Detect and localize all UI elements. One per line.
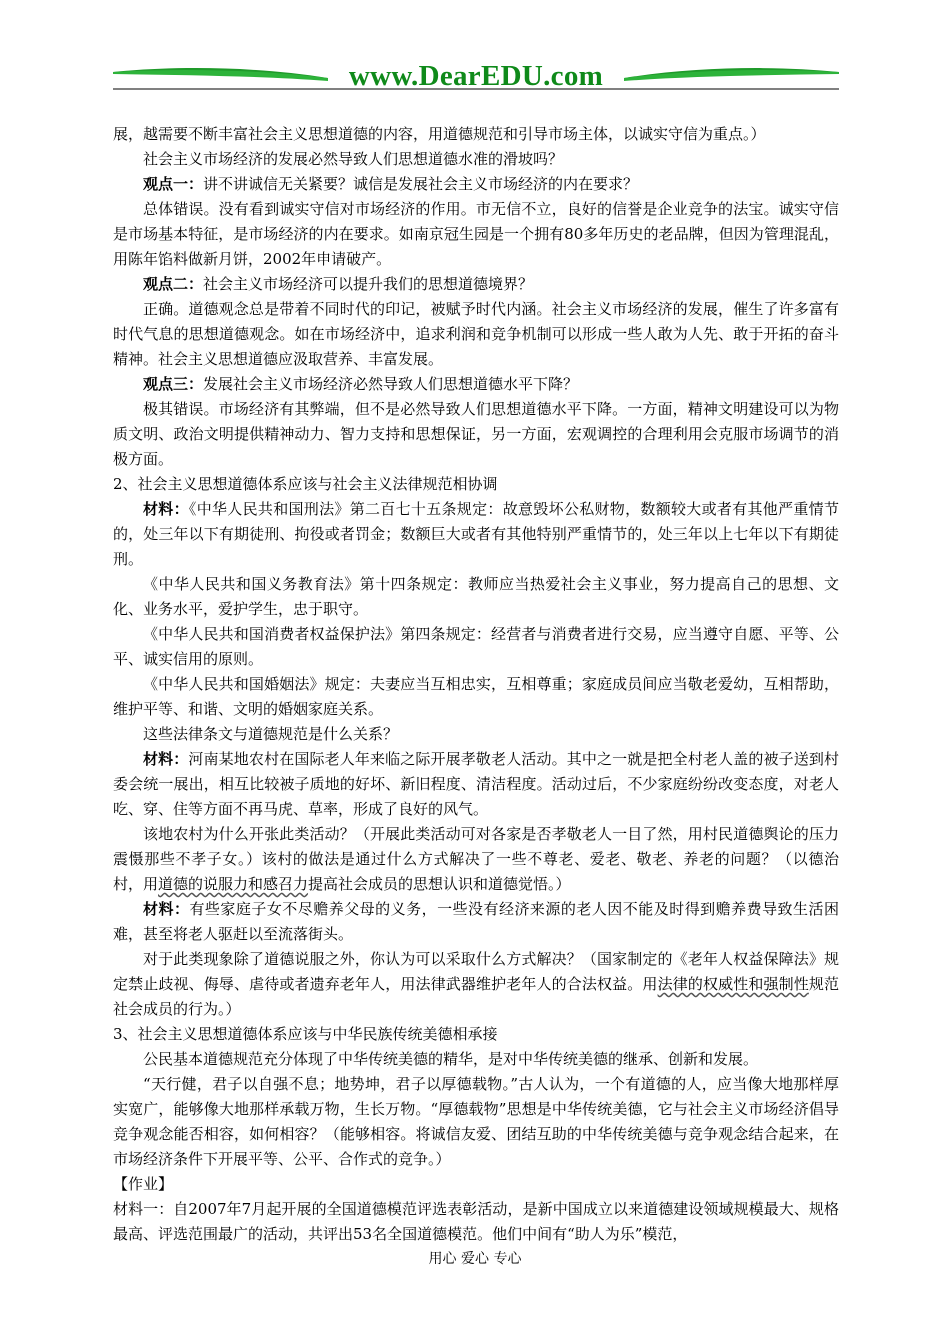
paragraph-text: 2、社会主义思想道德体系应该与社会主义法律规范相协调 [113, 475, 498, 493]
paragraph [113, 272, 839, 297]
paragraph-lead-label: 材料： [143, 750, 189, 768]
paragraph [113, 297, 839, 372]
paragraph [113, 747, 839, 822]
paragraph [113, 172, 839, 197]
paragraph-text: 《中华人民共和国消费者权益保护法》第四条规定：经营者与消费者进行交易，应当遵守自愿、平等、公平、诚实信用的原则。 [113, 625, 839, 668]
wavy-underlined-phrase: 道德的说服力和感召力 [158, 875, 309, 893]
paragraph [113, 1022, 839, 1047]
paragraph [113, 372, 839, 397]
page-footer: 用心 爱心 专心 [428, 1251, 522, 1267]
paragraph-text: 展，越需要不断丰富社会主义思想道德的内容，用道德规范和引导市场主体，以诚实守信为重点。） [113, 125, 766, 143]
paragraph-text: “天行健，君子以自强不息；地势坤，君子以厚德载物。”古人认为，一个有道德的人，应当像大地那样厚实宽广，能够像大地那样承载万物，生长万物。“厚德载物”思想是中华传统美德，它与社会主义市场经济倡导竞争观念能否相容，如何相容？（能够相容。将诚信友爱、团结互助的中华传统美德与竞争观念结合起来，在市场经济条件下开展平等、公平、合作式的竞争。） [113, 1075, 839, 1168]
page-header [113, 58, 839, 98]
paragraph-text: 极其错误。市场经济有其弊端，但不是必然导致人们思想道德水平下降。一方面，精神文明建设可以为物质文明、政治文明提供精神动力、智力支持和思想保证，另一方面，宏观调控的合理利用会克服市场调节的消极方面。 [113, 400, 839, 468]
paragraph [113, 1197, 839, 1247]
paragraph-text: 对于此类现象除了道德说服之外，你认为可以采取什么方式解决？（国家制定的《老年人权益保障法》规定禁止歧视、侮辱、虐待或者遗弃老年人，用法律武器维护老年人的合法权益。用 [113, 950, 839, 993]
paragraph [113, 197, 839, 272]
paragraph-text: 社会主义市场经济的发展必然导致人们思想道德水准的滑坡吗？ [143, 150, 564, 168]
paragraph-text: 《中华人民共和国义务教育法》第十四条规定：教师应当热爱社会主义事业，努力提高自己的思想、文化、业务水平，爱护学生，忠于职守。 [113, 575, 839, 618]
paragraph [113, 147, 839, 172]
paragraph-text: 总体错误。没有看到诚实守信对市场经济的作用。市无信不立，良好的信誉是企业竞争的法宝。诚实守信是市场基本特征，是市场经济的内在要求。如南京冠生园是一个拥有80多年历史的老品牌，但因为管理混乱，用陈年馅料做新月饼，2002年申请破产。 [113, 200, 839, 268]
paragraph [113, 1047, 839, 1072]
paragraph [113, 672, 839, 722]
paragraph [113, 1072, 839, 1172]
paragraph-text: 这些法律条文与道德规范是什么关系？ [143, 725, 399, 743]
paragraph [113, 622, 839, 672]
paragraph-text: 公民基本道德规范充分体现了中华传统美德的精华，是对中华传统美德的继承、创新和发展。 [143, 1050, 759, 1068]
paragraph-lead-label: 材料： [143, 900, 190, 918]
paragraph [113, 822, 839, 897]
paragraph [113, 722, 839, 747]
paragraph-text: 材料一：自2007年7月起开展的全国道德模范评选表彰活动，是新中国成立以来道德建设领域规模最大、规格最高、评选范围最广的活动，共评出53名全国道德模范。他们中间有“助人为乐”模范， [113, 1200, 839, 1243]
paragraph-text: 《中华人民共和国刑法》第二百七十五条规定：故意毁坏公私财物，数额较大或者有其他严重情节的，处三年以下有期徒刑、拘役或者罚金；数额巨大或者有其他特别严重情节的，处三年以上七年以下有期徒刑。 [113, 500, 839, 568]
paragraph-text: 河南某地农村在国际老人年来临之际开展孝敬老人活动。其中之一就是把全村老人盖的被子送到村委会统一展出，相互比较被子质地的好坏、新旧程度、清洁程度。活动过后，不少家庭纷纷改变态度，对老人吃、穿、住等方面不再马虎、草率，形成了良好的风气。 [113, 750, 839, 818]
paragraph-text: 发展社会主义市场经济必然导致人们思想道德水平下降？ [203, 375, 579, 393]
paragraph-text: 该地农村为什么开张此类活动？（开展此类活动可对各家是否孝敬老人一目了然，用村民道德舆论的压力震慑那些不孝子女。）该村的做法是通过什么方式解决了一些不尊老、爱老、敬老、养老的问题？（以德治村，用 [113, 825, 839, 893]
paragraph-text: 【作业】 [113, 1175, 174, 1193]
paragraph-text-after: 提高社会成员的思想认识和道德觉悟。） [308, 875, 571, 893]
paragraph [113, 1172, 839, 1197]
paragraph [113, 122, 839, 147]
paragraph [113, 397, 839, 472]
paragraph-text: 讲不讲诚信无关紧要？诚信是发展社会主义市场经济的内在要求？ [203, 175, 639, 193]
paragraph-lead-label: 观点三： [143, 375, 204, 393]
paragraph-lead-label: 观点一： [143, 175, 204, 193]
paragraph [113, 897, 839, 947]
wavy-underlined-phrase: 法律的权威性和强制性 [657, 975, 809, 993]
paragraph [113, 572, 839, 622]
paragraph-text-after: 规范社会成员的行为。） [113, 975, 839, 1018]
paragraph-lead-label: 材料： [143, 500, 189, 518]
paragraph-text: 《中华人民共和国婚姻法》规定：夫妻应当互相忠实，互相尊重；家庭成员间应当敬老爱幼，互相帮助，维护平等、和谐、文明的婚姻家庭关系。 [113, 675, 839, 718]
paragraph [113, 497, 839, 572]
paragraph [113, 947, 839, 1022]
paragraph [113, 472, 839, 497]
paragraph-text: 正确。道德观念总是带着不同时代的印记，被赋予时代内涵。社会主义市场经济的发展，催生了许多富有时代气息的思想道德观念。如在市场经济中，追求利润和竞争机制可以形成一些人敢为人先、敢于开拓的奋斗精神。社会主义思想道德应汲取营养、丰富发展。 [113, 300, 839, 368]
document-body [113, 122, 839, 1247]
paragraph-text: 有些家庭子女不尽赡养父母的义务，一些没有经济来源的老人因不能及时得到赡养费导致生活困难，甚至将老人驱赶以至流落街头。 [113, 900, 839, 943]
paragraph-text: 3、社会主义思想道德体系应该与中华民族传统美德相承接 [113, 1025, 498, 1043]
paragraph-text: 社会主义市场经济可以提升我们的思想道德境界？ [203, 275, 534, 293]
site-logo-text: www.DearEDU.com [348, 60, 604, 92]
paragraph-lead-label: 观点二： [143, 275, 204, 293]
